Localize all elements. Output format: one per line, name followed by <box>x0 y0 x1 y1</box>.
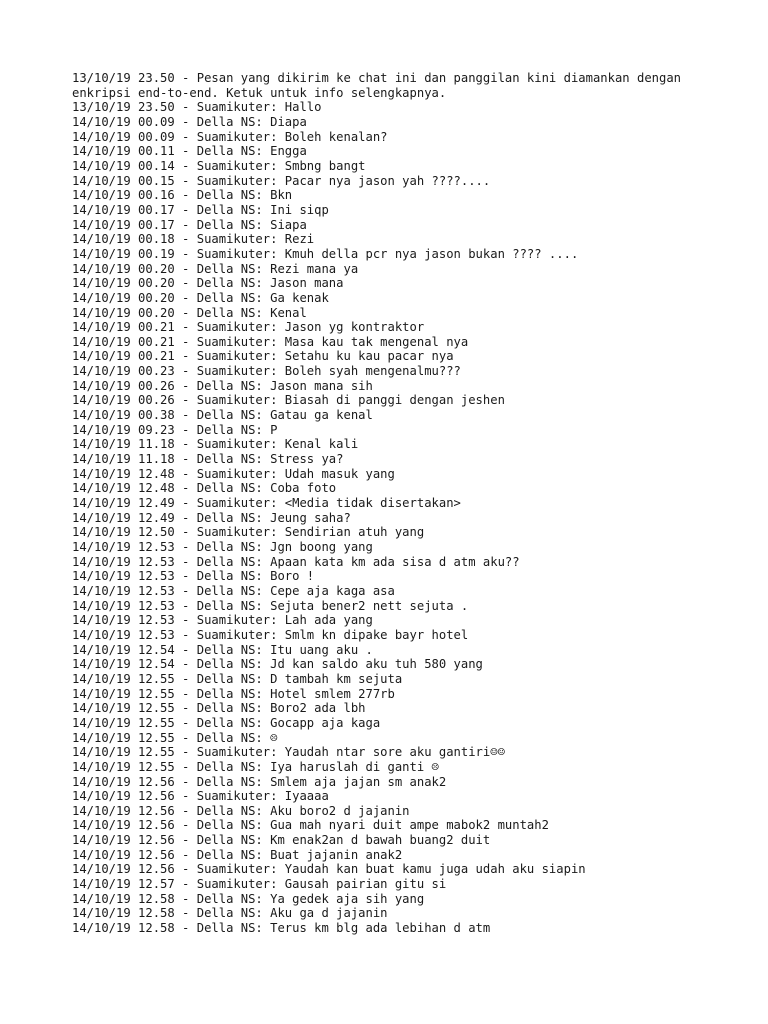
chat-message-line: 14/10/19 12.55 - Della NS: Boro2 ada lbh <box>72 701 366 716</box>
chat-message-line: 14/10/19 00.19 - Suamikuter: Kmuh della pcr nya jason bukan ???? .... <box>72 246 579 261</box>
chat-message-line: 14/10/19 00.26 - Suamikuter: Biasah di panggi dengan jeshen <box>72 393 505 408</box>
chat-message-line: 14/10/19 11.18 - Suamikuter: Kenal kali <box>72 437 359 452</box>
chat-message-line: 14/10/19 09.23 - Della NS: P <box>72 422 278 437</box>
chat-message-line: 14/10/19 00.17 - Della NS: Ini siqp <box>72 202 329 217</box>
chat-message-line: 14/10/19 12.56 - Suamikuter: Yaudah kan buat kamu juga udah aku siapin <box>72 862 586 877</box>
chat-message-line: 14/10/19 00.20 - Della NS: Kenal <box>72 305 307 320</box>
chat-message-line: 14/10/19 12.56 - Della NS: Smlem aja jajan sm anak2 <box>72 774 447 789</box>
chat-message-line: 14/10/19 12.56 - Della NS: Buat jajanin anak2 <box>72 847 403 862</box>
chat-message-line: 14/10/19 12.58 - Della NS: Terus km blg ada lebihan d atm <box>72 921 491 936</box>
chat-message-line: 14/10/19 12.53 - Della NS: Cepe aja kaga asa <box>72 583 395 598</box>
chat-message-line: 14/10/19 12.53 - Della NS: Jgn boong yang <box>72 540 373 554</box>
chat-message-line: 14/10/19 00.11 - Della NS: Engga <box>72 144 307 159</box>
chat-message-line: 14/10/19 12.53 - Suamikuter: Smlm kn dipake bayr hotel <box>72 627 469 642</box>
chat-message-line: 14/10/19 12.58 - Della NS: Ya gedek aja sih yang <box>72 891 425 906</box>
chat-message-line: 14/10/19 12.56 - Della NS: Aku boro2 d jajanin <box>72 803 410 818</box>
chat-message-line: 14/10/19 00.38 - Della NS: Gatau ga kenal <box>72 408 373 423</box>
chat-message-line: 14/10/19 12.53 - Della NS: Sejuta bener2 nett sejuta . <box>72 598 469 613</box>
chat-message-line: 14/10/19 12.55 - Della NS: D tambah km sejuta <box>72 671 403 686</box>
chat-message-line: 14/10/19 00.21 - Suamikuter: Masa kau tak mengenal nya <box>72 334 469 349</box>
chat-message-line: 14/10/19 12.58 - Della NS: Aku ga d jajanin <box>72 906 388 921</box>
chat-message-line: 14/10/19 12.49 - Della NS: Jeung saha? <box>72 510 351 525</box>
chat-message-line: 14/10/19 12.50 - Suamikuter: Sendirian atuh yang <box>72 525 425 540</box>
chat-message-line: 14/10/19 12.54 - Della NS: Itu uang aku . <box>72 642 373 657</box>
chat-message-line: 14/10/19 12.56 - Della NS: Km enak2an d bawah buang2 duit <box>72 833 491 848</box>
chat-message-line: 14/10/19 12.55 - Della NS: ☹ <box>72 730 278 745</box>
chat-message-line: 14/10/19 12.55 - Della NS: Hotel smlem 277rb <box>72 686 395 701</box>
chat-message-line: 14/10/19 00.20 - Della NS: Rezi mana ya <box>72 261 359 276</box>
chat-message-line: 13/10/19 23.50 - Suamikuter: Hallo <box>72 100 322 115</box>
encryption-notice-line-2: enkripsi end-to-end. Ketuk untuk info selengkapnya. <box>72 85 447 100</box>
chat-message-line: 14/10/19 00.18 - Suamikuter: Rezi <box>72 232 315 247</box>
chat-header <box>72 71 752 100</box>
chat-message-line: 14/10/19 12.56 - Suamikuter: Iyaaaa <box>72 789 329 804</box>
chat-message-line: 14/10/19 12.49 - Suamikuter: <Media tidak disertakan> <box>72 496 461 511</box>
chat-message-line: 14/10/19 00.23 - Suamikuter: Boleh syah mengenalmu??? <box>72 364 461 379</box>
chat-message-line: 14/10/19 11.18 - Della NS: Stress ya? <box>72 452 344 467</box>
chat-message-line: 14/10/19 12.53 - Della NS: Boro ! <box>72 569 315 584</box>
chat-message-line: 14/10/19 12.48 - Suamikuter: Udah masuk yang <box>72 466 395 481</box>
chat-message-line: 14/10/19 12.54 - Della NS: Jd kan saldo aku tuh 580 yang <box>72 657 483 672</box>
chat-message-line: 14/10/19 00.17 - Della NS: Siapa <box>72 217 307 232</box>
chat-message-line: 14/10/19 12.55 - Suamikuter: Yaudah ntar sore aku gantiri☺☺ <box>72 745 505 760</box>
encryption-notice-line-1: 13/10/19 23.50 - Pesan yang dikirim ke chat ini dan panggilan kini diamankan dengan <box>72 71 682 85</box>
chat-message-line: 14/10/19 12.55 - Della NS: Gocapp aja kaga <box>72 715 381 730</box>
chat-message-line: 14/10/19 00.09 - Della NS: Diapa <box>72 114 307 129</box>
chat-message-line: 14/10/19 12.56 - Della NS: Gua mah nyari duit ampe mabok2 muntah2 <box>72 818 549 833</box>
chat-message-line: 14/10/19 00.16 - Della NS: Bkn <box>72 188 293 203</box>
chat-message-line: 14/10/19 00.20 - Della NS: Jason mana <box>72 276 344 291</box>
chat-message-line: 14/10/19 12.57 - Suamikuter: Gausah pairian gitu si <box>72 877 447 892</box>
chat-message-line: 14/10/19 12.53 - Suamikuter: Lah ada yang <box>72 613 373 628</box>
chat-message-line: 14/10/19 00.26 - Della NS: Jason mana sih <box>72 378 373 393</box>
chat-message-line: 14/10/19 12.55 - Della NS: Iya haruslah di ganti ☹ <box>72 759 439 774</box>
chat-message-line: 14/10/19 00.09 - Suamikuter: Boleh kenalan? <box>72 129 388 144</box>
chat-message-line: 14/10/19 00.21 - Suamikuter: Jason yg kontraktor <box>72 320 425 335</box>
chat-message-line: 14/10/19 00.15 - Suamikuter: Pacar nya jason yah ????.... <box>72 173 491 188</box>
chat-message-line: 14/10/19 12.53 - Della NS: Apaan kata km ada sisa d atm aku?? <box>72 554 520 569</box>
chat-message-line: 14/10/19 12.48 - Della NS: Coba foto <box>72 481 337 496</box>
chat-message-line: 14/10/19 00.21 - Suamikuter: Setahu ku kau pacar nya <box>72 349 454 364</box>
chat-message-line: 14/10/19 00.20 - Della NS: Ga kenak <box>72 290 329 305</box>
chat-message-line: 14/10/19 00.14 - Suamikuter: Smbng bangt <box>72 158 366 173</box>
message-list <box>72 100 752 935</box>
chat-export-page <box>72 71 752 936</box>
